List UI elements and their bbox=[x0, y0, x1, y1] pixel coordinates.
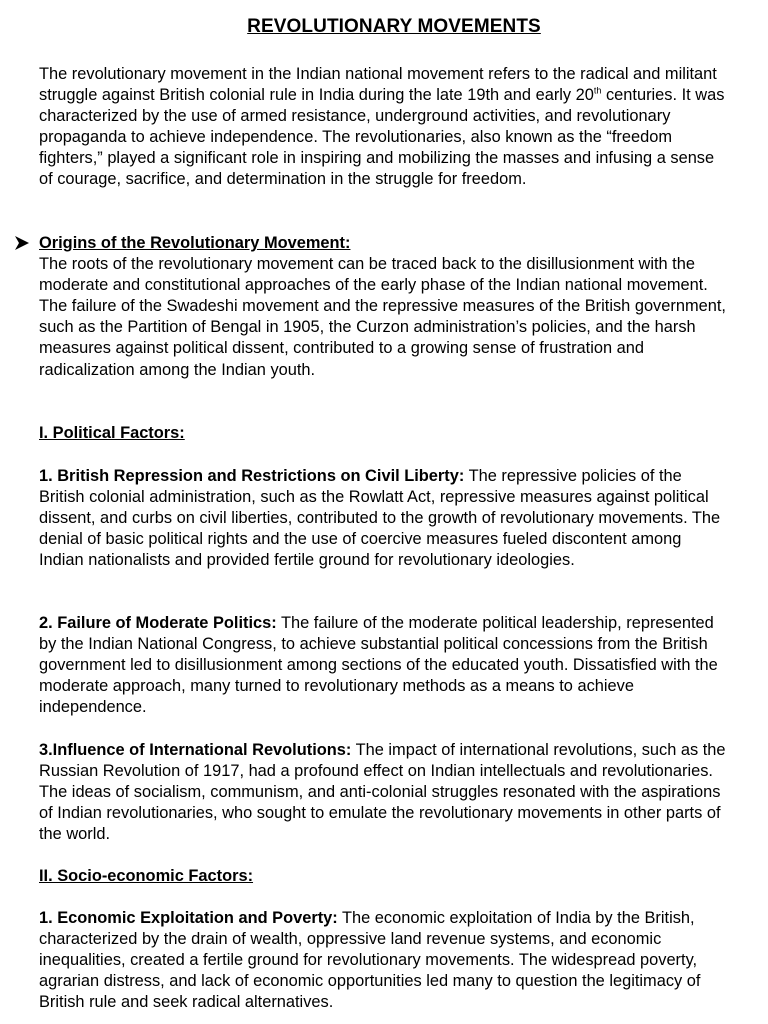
socio-economic-heading-text: II. Socio-economic Factors: bbox=[39, 867, 254, 885]
socio-economic-item-1-label: 1. Economic Exploitation and Poverty: bbox=[39, 909, 338, 927]
intro-paragraph bbox=[39, 64, 729, 191]
arrow-bullet-icon bbox=[14, 235, 30, 251]
origins-heading: Origins of the Revolutionary Movement: bbox=[39, 234, 351, 252]
political-item-1-text: The repressive policies of the British colonial administration, such as the Rowlatt Act, repressive measures against political dissent, and curbs on civil liberties, contributed to the growth of revolutionary movements. The denial of basic political rights and the use of coercive measures fueled discontent among Indian nationalists and provided fertile ground for revolutionary ideologies. bbox=[39, 467, 721, 570]
origins-section bbox=[39, 233, 729, 381]
political-item-3-text: The impact of international revolutions, such as the Russian Revolution of 1917, had a profound effect on Indian intellectuals and revolutionaries. The ideas of socialism, communism, and anti-colonial struggles resonated with the aspirations of Indian revolutionaries, who sought to emulate the revolutionary movements in other parts of the world. bbox=[39, 741, 726, 844]
socio-economic-heading bbox=[39, 866, 729, 887]
intro-superscript: th bbox=[593, 85, 602, 96]
political-item-2-label: 2. Failure of Moderate Politics: bbox=[39, 614, 277, 632]
document-title: REVOLUTIONARY MOVEMENTS bbox=[247, 16, 541, 37]
socio-economic-item-1-text: The economic exploitation of India by the British, characterized by the drain of wealth, oppressive land revenue systems, and economic inequalities, created a fertile ground for revolutionary movements. The widespread poverty, agrarian distress, and lack of economic opportunities led many to question the legitimacy of British rule and seek radical alternatives. bbox=[39, 909, 701, 1012]
political-factors-heading bbox=[39, 423, 729, 444]
political-item-1 bbox=[39, 466, 729, 571]
political-item-3 bbox=[39, 740, 729, 845]
political-item-1-label: 1. British Repression and Restrictions on Civil Liberty: bbox=[39, 467, 465, 485]
intro-text-part1: The revolutionary movement in the Indian national movement refers to the radical and militant struggle against British colonial rule in India during the late 19th and early 20 bbox=[39, 65, 717, 105]
political-item-2 bbox=[39, 613, 729, 718]
origins-text: The roots of the revolutionary movement can be traced back to the disillusionment with the moderate and constitutional approaches of the early phase of the Indian national movement. The failure of the Swadeshi movement and the repressive measures of the British government, such as the Partition of Bengal in 1905, the Curzon administration’s policies, and the harsh measures against political dissent, contributed to a growing sense of frustration and radicalization among the Indian youth. bbox=[39, 255, 726, 379]
political-heading-text: I. Political Factors: bbox=[39, 424, 185, 442]
political-item-2-text: The failure of the moderate political leadership, represented by the Indian National Congress, to achieve substantial political concessions from the British government led to disillusionment among sections of the educated youth. Dissatisfied with the moderate approach, many turned to revolutionary methods as a means to achieve independence. bbox=[39, 614, 718, 717]
socio-economic-item-1 bbox=[39, 908, 729, 1013]
intro-text-part2: centuries. It was characterized by the use of armed resistance, underground activities, and revolutionary propaganda to achieve independence. The revolutionaries, also known as the “freedom fighters,” played a significant role in inspiring and mobilizing the masses and infusing a sense of courage, sacrifice, and determination in the struggle for freedom. bbox=[39, 86, 725, 189]
political-item-3-label: 3.Influence of International Revolutions: bbox=[39, 741, 352, 759]
